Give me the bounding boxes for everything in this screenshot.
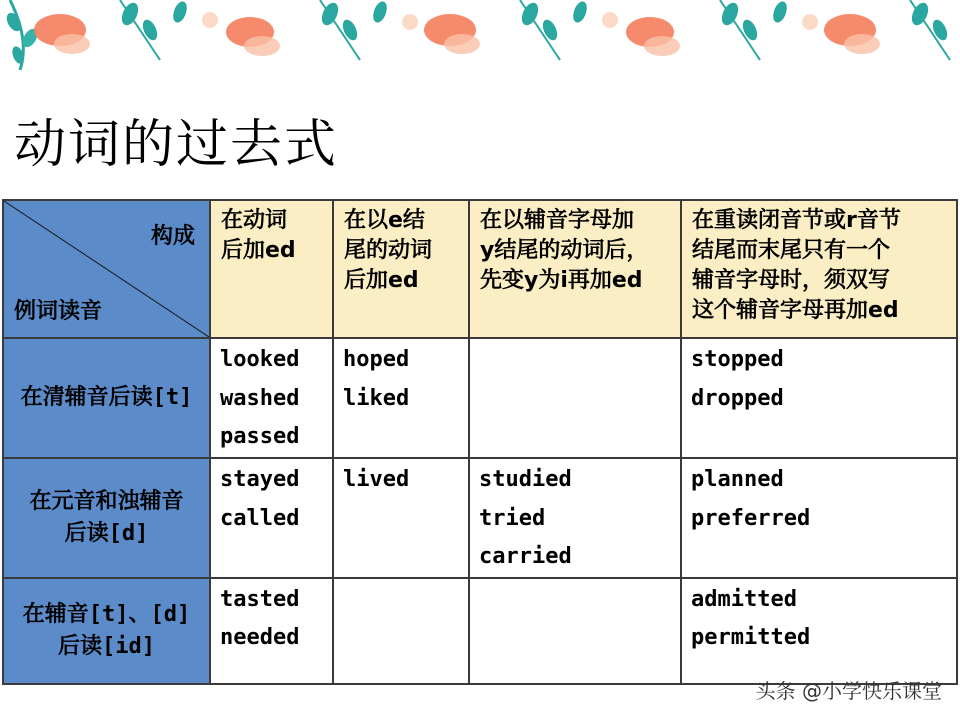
row-label-line: 在辅音[t]、[d] [22, 601, 191, 627]
header-line: 在动词 [221, 208, 288, 233]
example-cell-empty [469, 578, 681, 684]
corner-label-pronunciation: 例词读音 [14, 299, 103, 324]
floral-banner-decoration [0, 0, 960, 90]
example-word: dropped [691, 385, 784, 411]
row-label-line: 后读[id] [58, 633, 155, 659]
header-line: 结尾而末尾只有一个 [692, 238, 891, 263]
header-line: 辅音字母时，须双写 [692, 268, 891, 293]
example-word: lived [343, 467, 410, 492]
example-word: tasted [220, 586, 300, 612]
example-word: preferred [691, 505, 811, 531]
row-label-line: 在清辅音后读[t] [20, 385, 193, 410]
example-cell [469, 458, 681, 578]
example-cell [210, 578, 333, 684]
row-label-line: 后读[d] [64, 520, 149, 546]
example-word: tried [479, 505, 546, 531]
example-word: stayed [220, 467, 300, 492]
example-cell [333, 338, 469, 458]
header-line: y结尾的动词后， [480, 238, 649, 263]
example-word: admitted [691, 586, 797, 612]
example-word: permitted [691, 625, 811, 650]
row-label-id [3, 578, 210, 684]
example-word: carried [479, 544, 572, 569]
corner-cell [3, 200, 210, 338]
header-line: 这个辅音字母再加ed [692, 298, 899, 323]
header-rule-2 [333, 200, 469, 338]
header-line: 在以e结 [344, 208, 425, 233]
example-word: hoped [343, 347, 410, 372]
example-cell-empty [333, 578, 469, 684]
header-line: 后加ed [221, 238, 296, 263]
example-cell [333, 458, 469, 578]
example-word: washed [220, 385, 300, 411]
example-word: studied [479, 467, 572, 492]
example-word: stopped [691, 347, 784, 372]
example-word: liked [343, 385, 410, 411]
header-line: 先变y为i再加ed [480, 268, 643, 293]
example-word: planned [691, 467, 784, 492]
table-row [3, 458, 957, 578]
corner-label-formation: 构成 [150, 224, 195, 249]
row-label-d [3, 458, 210, 578]
example-cell [681, 338, 957, 458]
header-rule-1 [210, 200, 333, 338]
header-line: 后加ed [344, 268, 419, 293]
header-rule-4 [681, 200, 957, 338]
past-tense-table [2, 199, 958, 685]
header-line: 在以辅音字母加 [480, 208, 635, 233]
header-rule-3 [469, 200, 681, 338]
example-cell [210, 458, 333, 578]
example-word: looked [220, 347, 300, 372]
header-line: 在重读闭音节或r音节 [692, 208, 901, 233]
example-cell [681, 578, 957, 684]
source-watermark: 头条 @小学快乐课堂 [755, 679, 942, 703]
header-line: 尾的动词 [344, 238, 433, 263]
table-header-row [3, 200, 957, 338]
table-row [3, 338, 957, 458]
example-word: passed [220, 424, 300, 449]
table-row [3, 578, 957, 684]
example-cell [210, 338, 333, 458]
row-label-t [3, 338, 210, 458]
example-cell-empty [469, 338, 681, 458]
example-word: needed [220, 625, 300, 650]
row-label-line: 在元音和浊辅音 [29, 488, 184, 514]
page-title: 动词的过去式 [14, 115, 339, 175]
example-cell [681, 458, 957, 578]
example-word: called [220, 505, 300, 531]
